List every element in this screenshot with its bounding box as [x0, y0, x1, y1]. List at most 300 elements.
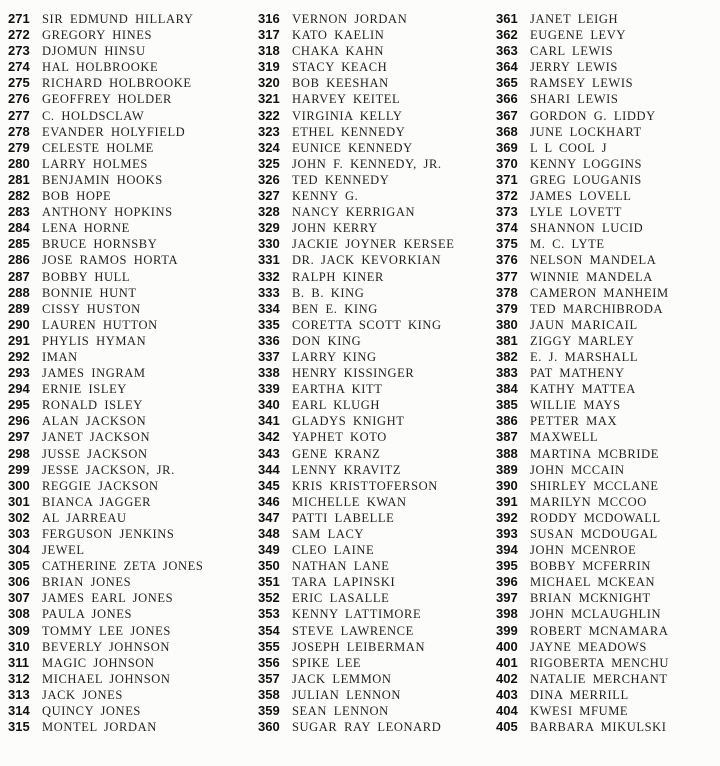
entry-name: KWESI MFUME: [530, 704, 629, 719]
list-item: [496, 188, 720, 204]
list-item: [496, 124, 720, 140]
entry-number: 313: [8, 686, 30, 702]
entry-name: RONALD ISLEY: [42, 398, 143, 413]
entry-number: 378: [496, 284, 518, 300]
list-item: [258, 172, 494, 188]
list-item: [258, 301, 494, 317]
list-item: [8, 381, 244, 397]
list-item: [8, 429, 244, 445]
entry-name: REGGIE JACKSON: [42, 478, 159, 493]
entry-number: 294: [8, 381, 30, 397]
list-item: [496, 719, 720, 735]
list-item: [258, 526, 494, 542]
entry-name: JUSSE JACKSON: [42, 446, 148, 461]
entry-name: EUNICE KENNEDY: [292, 140, 413, 155]
entry-number: 275: [8, 75, 30, 91]
entry-number: 363: [496, 43, 518, 59]
list-item: [8, 703, 244, 719]
entry-name: GREG LOUGANIS: [530, 172, 642, 187]
entry-number: 329: [258, 220, 280, 236]
list-item: [8, 172, 244, 188]
entry-name: KENNY LOGGINS: [530, 156, 643, 171]
entry-name: GLADYS KNIGHT: [292, 414, 405, 429]
entry-name: MAXWELL: [530, 430, 599, 445]
entry-name: NATHAN LANE: [292, 559, 390, 574]
entry-number: 318: [258, 43, 280, 59]
entry-number: 303: [8, 526, 30, 541]
list-item: [8, 108, 244, 124]
entry-number: 285: [8, 236, 30, 252]
entry-number: 388: [496, 445, 518, 461]
entry-name: EARL KLUGH: [292, 398, 381, 413]
entry-name: SHARI LEWIS: [530, 92, 619, 107]
entry-number: 385: [496, 397, 518, 413]
entry-name: JEWEL: [42, 543, 85, 558]
entry-name: B. B. KING: [292, 285, 365, 300]
entry-number: 288: [8, 284, 30, 300]
entry-name: CISSY HUSTON: [42, 301, 141, 316]
entry-name: JAYNE MEADOWS: [530, 639, 647, 654]
list-item: [496, 204, 720, 220]
list-item: [496, 510, 720, 526]
list-item: [258, 719, 494, 735]
entry-number: 327: [258, 188, 280, 204]
entry-number: 300: [8, 477, 30, 493]
list-item: [8, 687, 244, 703]
list-item: [496, 606, 720, 622]
list-item: [258, 671, 494, 687]
entry-number: 404: [496, 703, 518, 719]
list-item: [8, 655, 244, 671]
entry-number: 274: [8, 59, 30, 75]
entry-name: YAPHET KOTO: [292, 430, 387, 445]
list-item: [8, 623, 244, 639]
entry-name: CAMERON MANHEIM: [530, 285, 669, 300]
entry-number: 346: [258, 493, 280, 509]
entry-number: 315: [8, 719, 30, 735]
list-item: [258, 220, 494, 236]
entry-name: BARBARA MIKULSKI: [530, 720, 667, 735]
entry-name: KENNY LATTIMORE: [292, 607, 422, 622]
entry-name: VERNON JORDAN: [292, 12, 408, 26]
list-item: [496, 172, 720, 188]
entry-name: C. HOLDSCLAW: [42, 108, 145, 123]
list-item: [8, 413, 244, 429]
entry-name: BRIAN JONES: [42, 575, 132, 590]
list-item: [8, 140, 244, 156]
entry-name: QUINCY JONES: [42, 704, 141, 719]
entry-name: SUSAN MCDOUGAL: [530, 527, 658, 541]
entry-name: BONNIE HUNT: [42, 285, 137, 300]
list-item: [496, 156, 720, 172]
list-item: [8, 671, 244, 687]
list-item: [496, 655, 720, 671]
entry-number: 391: [496, 493, 518, 509]
entry-number: 292: [8, 348, 30, 364]
entry-number: 380: [496, 316, 518, 332]
entry-number: 322: [258, 107, 280, 123]
entry-name: BIANCA JAGGER: [42, 494, 152, 509]
entry-name: EVANDER HOLYFIELD: [42, 124, 186, 139]
list-item: [8, 236, 244, 252]
list-item: [258, 108, 494, 124]
entry-name: RAMSEY LEWIS: [530, 76, 634, 91]
list-item: [496, 252, 720, 268]
entry-name: NANCY KERRIGAN: [292, 205, 416, 220]
entry-name: SUGAR RAY LEONARD: [292, 720, 442, 735]
list-item: [8, 510, 244, 526]
list-item: [258, 655, 494, 671]
list-item: [258, 429, 494, 445]
list-column-3: [496, 11, 720, 735]
entry-name: ETHEL KENNEDY: [292, 124, 406, 139]
entry-name: BRUCE HORNSBY: [42, 237, 158, 252]
list-item: [496, 108, 720, 124]
list-item: [258, 349, 494, 365]
entry-name: GEOFFREY HOLDER: [42, 92, 172, 107]
entry-name: LENNY KRAVITZ: [292, 462, 402, 477]
entry-name: KATHY MATTEA: [530, 382, 636, 397]
entry-number: 289: [8, 300, 30, 316]
entry-name: KRIS KRISTTOFERSON: [292, 478, 438, 493]
entry-number: 371: [496, 171, 518, 187]
entry-number: 355: [258, 638, 280, 654]
entry-number: 387: [496, 429, 518, 445]
list-item: [8, 59, 244, 75]
list-item: [496, 59, 720, 75]
entry-name: NELSON MANDELA: [530, 253, 657, 268]
entry-number: 338: [258, 365, 280, 381]
list-item: [8, 574, 244, 590]
entry-name: MICHELLE KWAN: [292, 494, 407, 509]
entry-number: 305: [8, 558, 30, 574]
list-item: [258, 687, 494, 703]
entry-name: ANTHONY HOPKINS: [42, 205, 173, 220]
entry-number: 308: [8, 606, 30, 622]
list-item: [258, 269, 494, 285]
entry-name: JOHN MCCAIN: [530, 462, 625, 477]
entry-name: SAM LACY: [292, 527, 365, 541]
entry-number: 337: [258, 348, 280, 364]
list-item: [258, 140, 494, 156]
entry-number: 394: [496, 542, 518, 558]
entry-name: GREGORY HINES: [42, 28, 152, 43]
entry-number: 395: [496, 558, 518, 574]
entry-number: 389: [496, 461, 518, 477]
entry-name: LYLE LOVETT: [530, 205, 623, 220]
entry-name: JOHN MCLAUGHLIN: [530, 607, 662, 622]
entry-name: PHYLIS HYMAN: [42, 333, 147, 348]
entry-number: 306: [8, 574, 30, 590]
entry-number: 349: [258, 542, 280, 558]
entry-name: DINA MERRILL: [530, 687, 629, 702]
entry-name: BEVERLY JOHNSON: [42, 639, 170, 654]
entry-name: JERRY LEWIS: [530, 60, 618, 75]
list-item: [496, 429, 720, 445]
entry-number: 290: [8, 316, 30, 332]
entry-name: GORDON G. LIDDY: [530, 108, 656, 123]
list-item: [8, 542, 244, 558]
list-item: [496, 349, 720, 365]
entry-name: JAMES EARL JONES: [42, 591, 174, 606]
list-item: [258, 11, 494, 27]
list-item: [258, 59, 494, 75]
entry-number: 383: [496, 365, 518, 381]
list-item: [258, 639, 494, 655]
list-item: [8, 349, 244, 365]
entry-name: TED KENNEDY: [292, 172, 390, 187]
list-item: [258, 43, 494, 59]
list-item: [258, 236, 494, 252]
entry-number: 374: [496, 220, 518, 236]
entry-name: FERGUSON JENKINS: [42, 527, 175, 541]
entry-number: 326: [258, 171, 280, 187]
list-item: [8, 220, 244, 236]
list-item: [8, 494, 244, 510]
entry-name: JOHN KERRY: [292, 221, 378, 236]
entry-number: 312: [8, 670, 30, 686]
list-item: [496, 301, 720, 317]
entry-number: 299: [8, 461, 30, 477]
list-item: [8, 462, 244, 478]
entry-number: 280: [8, 155, 30, 171]
entry-name: SIR EDMUND HILLARY: [42, 12, 194, 26]
entry-name: KENNY G.: [292, 189, 359, 204]
entry-name: MAGIC JOHNSON: [42, 655, 155, 670]
entry-number: 401: [496, 654, 518, 670]
entry-number: 345: [258, 477, 280, 493]
entry-number: 273: [8, 43, 30, 59]
entry-name: JANET JACKSON: [42, 430, 151, 445]
list-item: [258, 156, 494, 172]
entry-name: DR. JACK KEVORKIAN: [292, 253, 442, 268]
list-item: [258, 703, 494, 719]
list-item: [258, 542, 494, 558]
entry-number: 353: [258, 606, 280, 622]
list-item: [496, 365, 720, 381]
list-item: [8, 639, 244, 655]
entry-name: MICHAEL JOHNSON: [42, 671, 171, 686]
entry-number: 342: [258, 429, 280, 445]
entry-name: BOB KEESHAN: [292, 76, 389, 91]
entry-name: CELESTE HOLME: [42, 140, 154, 155]
entry-number: 341: [258, 413, 280, 429]
list-item: [8, 333, 244, 349]
entry-number: 364: [496, 59, 518, 75]
entry-number: 367: [496, 107, 518, 123]
list-item: [8, 397, 244, 413]
entry-number: 339: [258, 381, 280, 397]
entry-name: HARVEY KEITEL: [292, 92, 401, 107]
list-item: [8, 204, 244, 220]
list-item: [8, 91, 244, 107]
entry-name: GENE KRANZ: [292, 446, 381, 461]
entry-number: 340: [258, 397, 280, 413]
entry-name: JUNE LOCKHART: [530, 124, 642, 139]
entry-name: RALPH KINER: [292, 269, 384, 284]
entry-number: 332: [258, 268, 280, 284]
entry-number: 352: [258, 590, 280, 606]
entry-number: 295: [8, 397, 30, 413]
list-item: [258, 188, 494, 204]
list-item: [8, 269, 244, 285]
entry-number: 331: [258, 252, 280, 268]
list-item: [496, 381, 720, 397]
entry-name: JACKIE JOYNER KERSEE: [292, 237, 455, 252]
entry-number: 284: [8, 220, 30, 236]
list-item: [258, 590, 494, 606]
entry-number: 351: [258, 574, 280, 590]
entry-number: 278: [8, 123, 30, 139]
entry-name: PATTI LABELLE: [292, 510, 395, 525]
entry-number: 358: [258, 686, 280, 702]
entry-number: 333: [258, 284, 280, 300]
entry-name: MICHAEL MCKEAN: [530, 575, 656, 590]
list-item: [258, 478, 494, 494]
entry-name: CATHERINE ZETA JONES: [42, 559, 204, 574]
entry-name: IMAN: [42, 349, 78, 364]
entry-number: 296: [8, 413, 30, 429]
entry-number: 376: [496, 252, 518, 268]
list-item: [496, 397, 720, 413]
list-item: [8, 590, 244, 606]
list-item: [8, 252, 244, 268]
list-item: [258, 413, 494, 429]
list-item: [258, 75, 494, 91]
entry-number: 370: [496, 155, 518, 171]
list-item: [496, 494, 720, 510]
entry-number: 271: [8, 11, 30, 26]
list-item: [258, 623, 494, 639]
list-item: [496, 639, 720, 655]
list-item: [258, 494, 494, 510]
entry-name: CORETTA SCOTT KING: [292, 317, 442, 332]
list-item: [496, 269, 720, 285]
list-item: [496, 220, 720, 236]
entry-number: 321: [258, 91, 280, 107]
list-item: [258, 285, 494, 301]
entry-number: 335: [258, 316, 280, 332]
entry-number: 397: [496, 590, 518, 606]
entry-number: 314: [8, 703, 30, 719]
entry-name: M. C. LYTE: [530, 237, 605, 252]
list-item: [496, 413, 720, 429]
list-item: [8, 558, 244, 574]
entry-number: 362: [496, 27, 518, 43]
entry-number: 402: [496, 670, 518, 686]
entry-number: 291: [8, 332, 30, 348]
entry-name: LAUREN HUTTON: [42, 317, 158, 332]
entry-name: BOBBY MCFERRIN: [530, 559, 652, 574]
entry-name: HENRY KISSINGER: [292, 366, 415, 381]
entry-name: HAL HOLBROOKE: [42, 60, 159, 75]
entry-name: EUGENE LEVY: [530, 28, 627, 43]
entry-name: JOHN MCENROE: [530, 543, 637, 558]
entry-name: LARRY KING: [292, 349, 377, 364]
list-item: [496, 75, 720, 91]
entry-name: WILLIE MAYS: [530, 398, 621, 413]
entry-number: 372: [496, 188, 518, 204]
list-item: [496, 91, 720, 107]
list-item: [496, 558, 720, 574]
entry-name: L L COOL J: [530, 140, 608, 155]
list-item: [496, 671, 720, 687]
entry-name: KATO KAELIN: [292, 28, 385, 43]
entry-name: BOB HOPE: [42, 189, 112, 204]
list-item: [8, 526, 244, 542]
entry-name: RICHARD HOLBROOKE: [42, 76, 192, 91]
entry-number: 336: [258, 332, 280, 348]
entry-name: RODDY MCDOWALL: [530, 510, 661, 525]
list-item: [8, 27, 244, 43]
entry-number: 309: [8, 622, 30, 638]
entry-name: STEVE LAWRENCE: [292, 623, 414, 638]
entry-number: 405: [496, 719, 518, 735]
entry-number: 393: [496, 526, 518, 541]
entry-number: 360: [258, 719, 280, 735]
list-item: [496, 317, 720, 333]
entry-number: 316: [258, 11, 280, 26]
entry-number: 386: [496, 413, 518, 429]
entry-number: 382: [496, 348, 518, 364]
entry-name: BRIAN MCKNIGHT: [530, 591, 651, 606]
list-item: [258, 462, 494, 478]
entry-name: ZIGGY MARLEY: [530, 333, 635, 348]
list-item: [8, 446, 244, 462]
list-item: [496, 333, 720, 349]
list-item: [258, 365, 494, 381]
entry-name: CLEO LAINE: [292, 543, 375, 558]
entry-name: PAULA JONES: [42, 607, 133, 622]
entry-number: 297: [8, 429, 30, 445]
list-item: [496, 574, 720, 590]
entry-number: 283: [8, 204, 30, 220]
entry-number: 279: [8, 139, 30, 155]
entry-name: BENJAMIN HOOKS: [42, 172, 163, 187]
entry-name: JANET LEIGH: [530, 12, 619, 26]
entry-name: MARTINA MCBRIDE: [530, 446, 659, 461]
entry-number: 381: [496, 332, 518, 348]
entry-name: EARTHA KITT: [292, 382, 383, 397]
entry-number: 310: [8, 638, 30, 654]
list-item: [258, 27, 494, 43]
list-item: [258, 317, 494, 333]
list-item: [258, 606, 494, 622]
entry-name: CARL LEWIS: [530, 44, 614, 59]
entry-name: CHAKA KAHN: [292, 44, 384, 59]
entry-name: ALAN JACKSON: [42, 414, 147, 429]
entry-name: BEN E. KING: [292, 301, 378, 316]
list-item: [8, 11, 244, 27]
entry-name: JULIAN LENNON: [292, 687, 402, 702]
entry-number: 347: [258, 509, 280, 525]
entry-number: 373: [496, 204, 518, 220]
entry-number: 311: [8, 654, 29, 670]
entry-name: JACK LEMMON: [292, 671, 392, 686]
list-item: [258, 574, 494, 590]
entry-name: TED MARCHIBRODA: [530, 301, 664, 316]
entry-name: ERIC LASALLE: [292, 591, 390, 606]
entry-name: ERNIE ISLEY: [42, 382, 127, 397]
entry-name: JOSEPH LEIBERMAN: [292, 639, 426, 654]
list-item: [8, 43, 244, 59]
list-item: [496, 542, 720, 558]
entry-number: 344: [258, 461, 280, 477]
entry-name: AL JARREAU: [42, 510, 127, 525]
entry-number: 375: [496, 236, 518, 252]
list-item: [8, 606, 244, 622]
list-item: [496, 703, 720, 719]
